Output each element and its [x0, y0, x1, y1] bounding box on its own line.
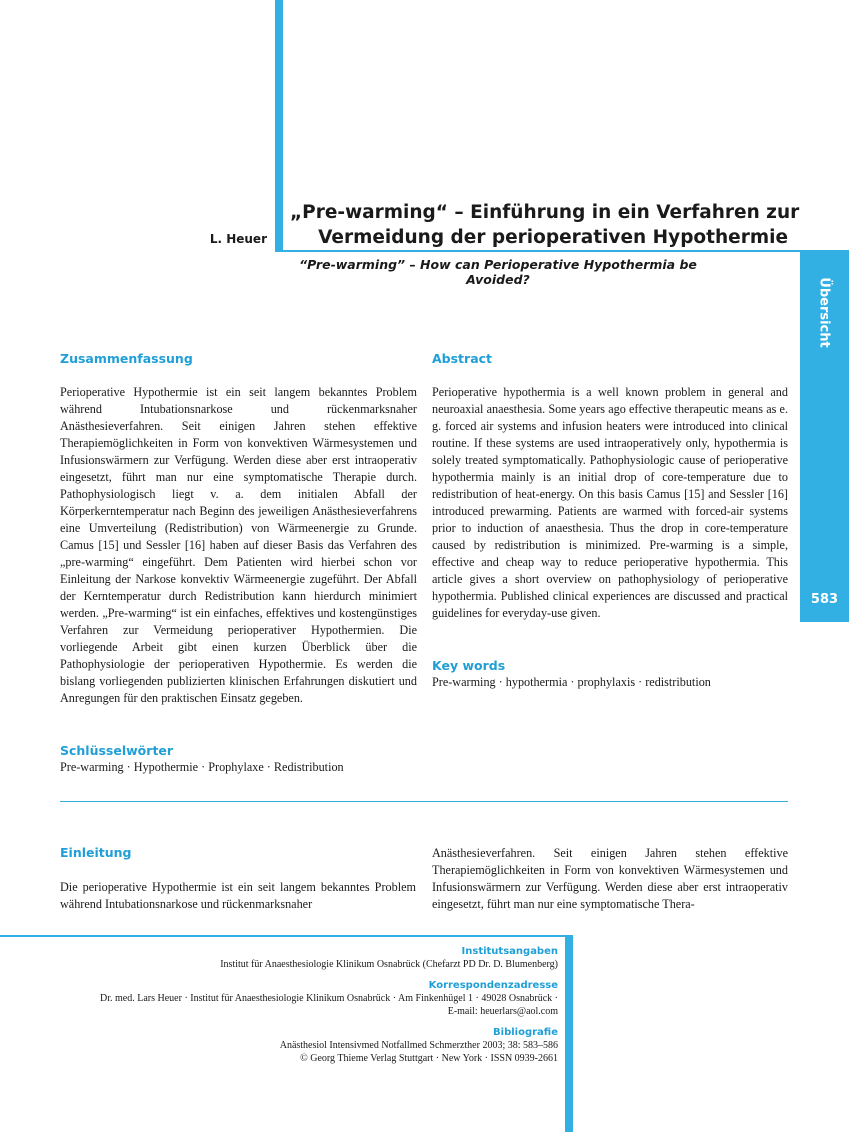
zusammenfassung-heading: Zusammenfassung — [60, 351, 193, 366]
einleitung-heading: Einleitung — [60, 845, 132, 860]
footer-info — [40, 945, 558, 1065]
abstract-heading: Abstract — [432, 351, 493, 366]
korrespondenz-line1: Dr. med. Lars Heuer · Institut für Anaesthesiologie Klinikum Osnabrück · Am Finkenhügel 1 · 49028 Osnabrück · — [100, 993, 558, 1004]
section-label: Übersicht — [817, 276, 832, 348]
article-title-line2: Vermeidung der perioperativen Hypothermie — [318, 227, 788, 248]
footer-accent-bar — [565, 935, 573, 1132]
einleitung-right-text: Anästhesieverfahren. Seit einigen Jahren stehen effektive Therapiemöglichkeiten in Form von konvektiven Wärmesystemen und Infusionswärmern zur Verfügung. Werden diese aber erst intraoperativ eingesetzt, führt man nur eine symptomatische Thera- — [432, 846, 788, 911]
institut-text: Institut für Anaesthesiologie Klinikum Osnabrück (Chefarzt PD Dr. D. Blumenberg) — [220, 959, 558, 970]
zusammenfassung-text: Perioperative Hypothermie ist ein seit langem bekanntes Problem während Intubationsnarkose und rückenmarksnaher Anästhesieverfahren. Seit einigen Jahren stehen effektive Therapiemöglichkeiten in Form von konvektiven Wärmesystemen und Infusionswärmern zur Verfügung. Werden diese aber erst intraoperativ eingesetzt, führt man nur eine symptomatische Therapie durch. Pathophysiologisch liegt v. a. dem initialen Abfall der Körperkerntemperatur nach Beginn des jeweiligen Anästhesieverfahrens eine Umverteilung (Redistribution) von Wärmeenergie zu Grunde. Camus [15] und Sessler [16] haben auf dieser Basis das Verfahren des „pre-warming“ eingeführt. Dem Patienten wird hierbei schon vor Einleitung der Narkose konvektiv Wärmeenergie zugeführt. Der Abfall der Kerntemperatur durch Redistribution kann hierdurch minimiert werden. „Pre-warming“ ist ein einfaches, effektives und kostengünstiges Verfahren zur Vermeidung perioperativer Hypothermien. Die vorliegende Arbeit gibt einen kurzen Überblick über die Pathophysiologie der perioperativen Hypothermie. Es werden die bislang vorliegenden publizierten klinischen Erfahrungen diskutiert und Anregungen für den praktischen Einsatz gegeben. — [60, 385, 417, 705]
author-name: L. Heuer — [209, 232, 267, 246]
keywords-heading: Key words — [432, 658, 506, 673]
section-divider — [60, 801, 788, 802]
bibliografie-heading: Bibliografie — [493, 1027, 558, 1038]
article-subtitle: “Pre-warming” – How can Perioperative Hypothermia be Avoided? — [299, 257, 697, 287]
keywords-text: Pre-warming · hypothermia · prophylaxis · redistribution — [432, 675, 711, 689]
article-title-line1: „Pre-warming“ – Einführung in ein Verfahren zur — [290, 202, 800, 223]
abstract-text: Perioperative hypothermia is a well known problem in general and neuroaxial anaesthesia. Some years ago effective therapeutic means as e. g. forced air systems and infusion heaters were introduced into clinical routine. If these systems are used intraoperatively only, hypothermia is solely treated symptomatically. Pathophysiologic cause of perioperative hypothermia mainly is an initial drop of core-temperature due to redistribution of heat-energy. On this basis Camus [15] and Sessler [16] introduced prewarming. Patients are warmed with forced-air systems prior to induction of anaesthesia. Thus the drop in core-temperature caused by redistribution is minimized. Pre-warming is a simple, effective and cheap way to reduce perioperative hypothermia. This article gives a short overview on pathophysiology of perioperative hypothermia. Published clinical experiences are discussed and practical guidelines for everyday-use given. — [432, 385, 788, 620]
page-number: 583 — [810, 592, 839, 607]
article-title — [290, 200, 800, 250]
einleitung-left-text: Die perioperative Hypothermie ist ein seit langem bekanntes Problem während Intubationsnarkose und rückenmarksnaher — [60, 880, 416, 911]
title-accent-bar — [275, 0, 283, 251]
footer-rule — [0, 935, 573, 937]
korrespondenz-line2: E-mail: heuerlars@aol.com — [447, 1006, 558, 1017]
schluesselwoerter-text: Pre-warming · Hypothermie · Prophylaxe · Redistribution — [60, 760, 344, 774]
institut-heading: Institutsangaben — [461, 946, 558, 957]
schluesselwoerter-heading: Schlüsselwörter — [60, 743, 174, 758]
title-rule — [275, 250, 849, 252]
bibliografie-line1: Anästhesiol Intensivmed Notfallmed Schmerzther 2003; 38: 583–586 — [279, 1040, 558, 1051]
bibliografie-line2: © Georg Thieme Verlag Stuttgart · New York · ISSN 0939-2661 — [300, 1053, 558, 1064]
korrespondenz-heading: Korrespondenzadresse — [428, 980, 558, 991]
